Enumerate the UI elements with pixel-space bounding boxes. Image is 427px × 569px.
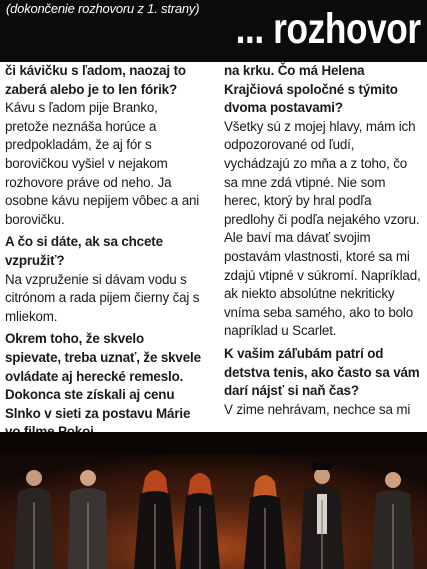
question-4: K vašim záľubám patrí od detstva tenis, ako často sa vám darí nájsť si naň čas?	[224, 345, 420, 399]
right-column	[224, 62, 422, 419]
question-2: A čo si dáte, ak sa chcete vzpružiť?	[5, 234, 163, 268]
performers-illustration	[0, 432, 427, 569]
section-title: ... rozhovor	[235, 5, 421, 53]
answer-2: Na vzpruženie si dávam vodu s citrónom a rada pijem čierny čaj s mliekom.	[5, 271, 200, 324]
question-1: či kávičku s ľadom, naozaj to zaberá alebo je to len fórik?	[5, 63, 186, 97]
continuation-note: (dokončenie rozhovoru z 1. strany)	[6, 1, 200, 16]
answer-1: Kávu s ľadom pije Branko, pretože neznáša horúce a predpokladám, že aj fór s borovičkou vyšiel v nejakom rozhovore práve od neho. Ja osobne kávu nepijem vôbec a ani borovičku.	[5, 100, 200, 227]
answer-3: Všetky sú z mojej hlavy, mám ich odpozorované od ľudí, vychádzajú zo mňa a z toho, čo sa mne zdá vtipné. Nie som herec, ktorý by hral podľa predlohy či podľa nejakého vzoru. Ale baví ma dávať svojim postavám vlastnosti, ktoré sa mi zdajú vtipné v súkromí. Napríklad, ak niekto absolútne nekriticky vníma seba samého, ako to bolo napríklad u Scarlet.	[224, 118, 421, 339]
answer-4: V zime nehrávam, nechce sa mi	[224, 401, 411, 417]
question-3-continued: na krku. Čo má Helena Krajčiová spoločné s týmito dvoma postavami?	[224, 63, 398, 116]
question-3: Okrem toho, že skvelo spievate, treba uznať, že skvele ovládate aj herecké remeslo. Dokonca ste získali aj cenu Slnko v sieti za postavu Márie	[5, 331, 201, 421]
page-header	[0, 0, 427, 62]
left-column	[5, 62, 201, 442]
stage-photo-icon	[0, 432, 427, 569]
